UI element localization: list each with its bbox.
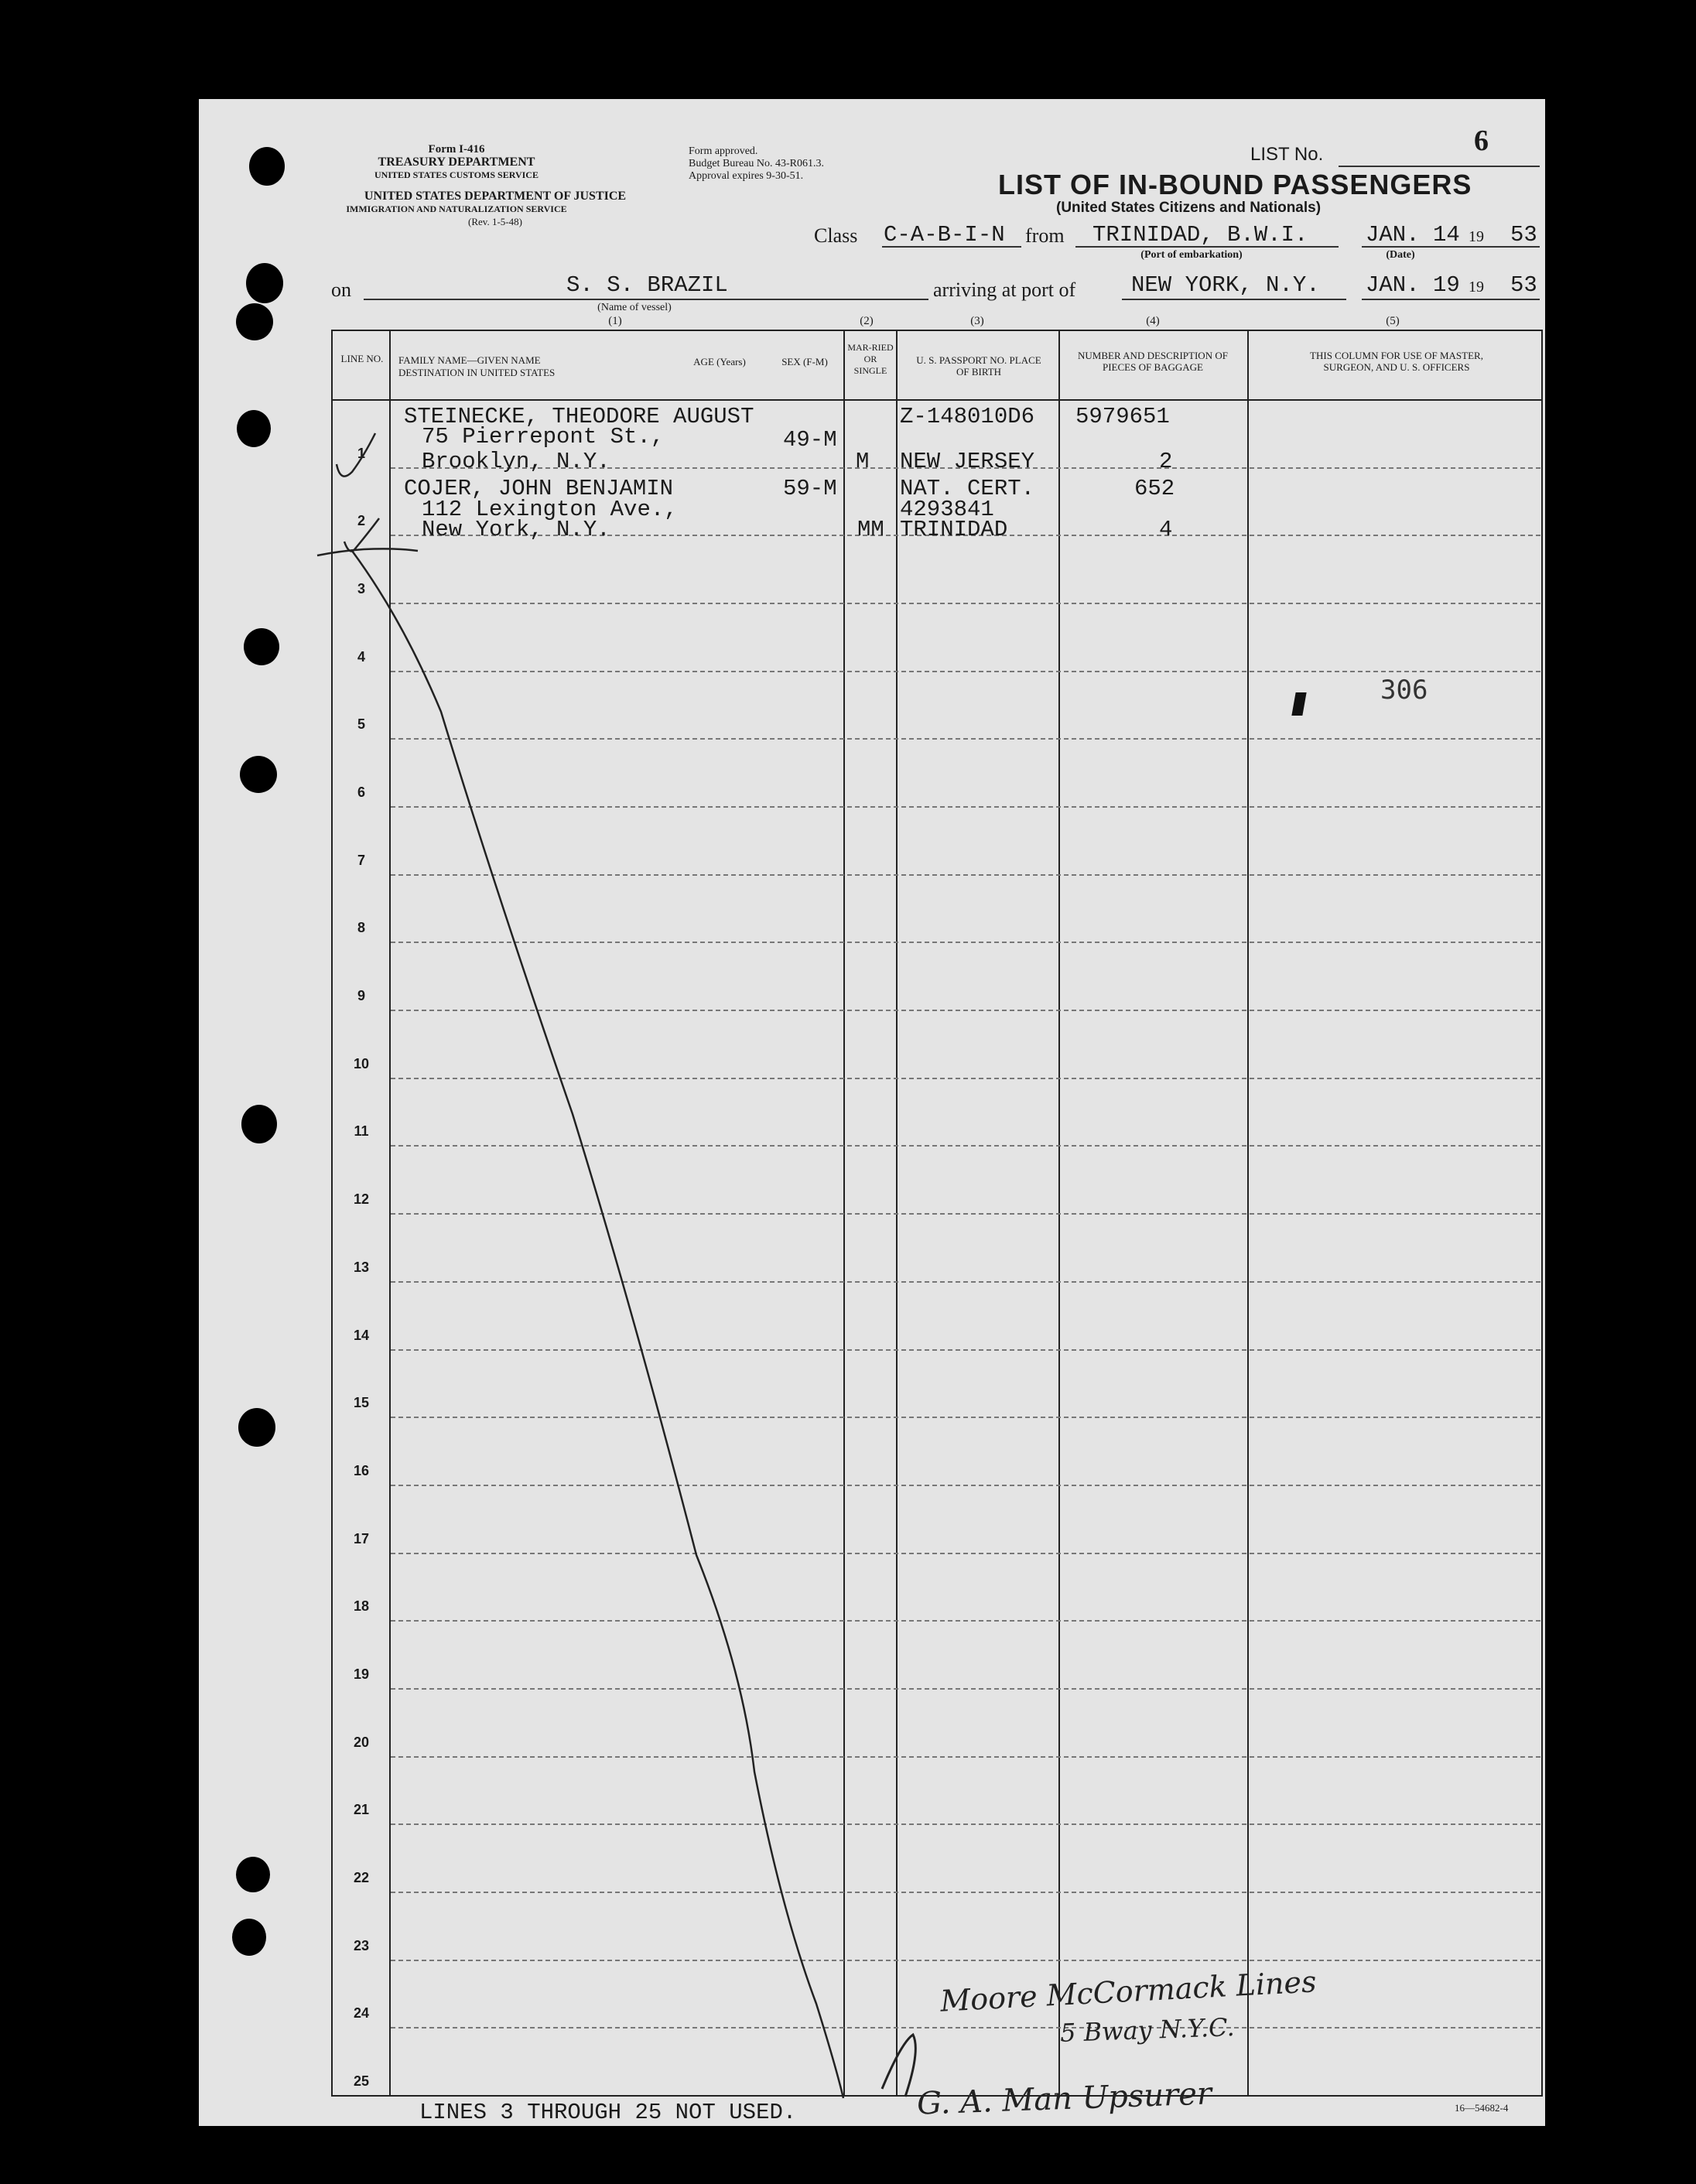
row-divider [391,603,1540,604]
line-number: 1 [357,445,365,461]
passenger-2-passport: NAT. CERT. [900,476,1035,501]
line-number: 7 [357,852,365,868]
line-number: 22 [353,1869,370,1885]
class-label: Class [814,224,858,247]
handwritten-signature: G. A. Man Upsurer [916,2076,1212,2122]
revision-date: (Rev. 1-5-48) [468,216,522,227]
col-num-3: (3) [970,315,984,327]
budget-bureau: Budget Bureau No. 43-R061.3. [689,158,824,169]
col-header-line-no: LINE NO. [340,353,384,364]
col-num-4: (4) [1146,315,1160,327]
line-number: 16 [353,1462,370,1478]
arrival-date-underline [1362,299,1540,300]
row-divider [391,1417,1540,1418]
passenger-1-pieces: 2 [1159,449,1173,474]
arrival-year-prefix: 19 [1469,279,1484,296]
row-divider [391,1078,1540,1079]
passenger-2-age-sex: 59-M [783,476,837,501]
passenger-1-name: STEINECKE, THEODORE AUGUST [404,404,754,429]
arrival-port: NEW YORK, N.Y. [1131,272,1320,298]
customs-service: UNITED STATES CUSTOMS SERVICE [374,169,539,180]
line-number: 14 [353,1327,370,1343]
on-label: on [331,279,351,301]
class-value: C-A-B-I-N [884,222,1005,248]
approval-expires: Approval expires 9-30-51. [689,170,804,182]
punch-hole [238,1408,275,1447]
justice-dept: UNITED STATES DEPARTMENT OF JUSTICE [364,190,627,203]
line-number: 13 [353,1259,370,1275]
embarkation-date: JAN. 14 [1366,222,1460,248]
passenger-2-address2: New York, N.Y. [422,517,610,542]
line-number: 21 [353,1802,370,1818]
date-caption: (Date) [1386,249,1415,261]
row-divider [391,1960,1540,1961]
row-divider [391,1281,1540,1283]
line-number: 23 [353,1937,370,1953]
footer-code: 16—54682-4 [1455,2102,1509,2114]
table-right-border [1541,330,1543,2097]
date-year-prefix: 19 [1469,228,1484,245]
passenger-1-age-sex: 49-M [783,427,837,453]
line-number: 20 [353,1734,370,1750]
class-underline [882,246,1021,248]
line-number: 4 [357,648,365,665]
passenger-1-baggage-no: 5979651 [1075,404,1170,429]
passenger-2-name: COJER, JOHN BENJAMIN [404,476,674,501]
row-divider [391,874,1540,876]
punch-hole [244,628,279,665]
form-number: Form I-416 [428,143,485,156]
col-header-sex: SEX (F-M) [781,356,828,367]
row-divider [391,1213,1540,1215]
row-divider [391,1823,1540,1825]
row-divider [391,738,1540,740]
line-number: 10 [353,1055,370,1071]
col-num-1: (1) [608,315,622,327]
passenger-1-address1: 75 Pierrepont St., [422,424,665,449]
embarkation-year: 53 [1510,222,1537,248]
line-number: 17 [353,1530,370,1547]
form-page [199,99,1545,2126]
arrival-date: JAN. 19 [1366,272,1460,298]
line-number: 11 [354,1123,369,1140]
line-number: 8 [357,920,365,936]
col-header-officers: THIS COLUMN FOR USE OF MASTER, SURGEON, AND U. S. OFFICERS [1310,350,1483,373]
passenger-2-passport-number: 4293841 [900,497,994,522]
row-divider [391,942,1540,943]
table-header-border [331,399,1542,401]
passenger-2-pieces: 4 [1159,517,1173,542]
line-number: 18 [353,1598,370,1615]
list-no-value: 6 [1474,125,1489,157]
passenger-1-birthplace: NEW JERSEY [900,449,1035,474]
line-number: 25 [353,2073,370,2089]
col-num-5: (5) [1386,315,1400,327]
form-subtitle: (United States Citizens and Nationals) [1056,200,1322,216]
passenger-2-married: MM [857,517,884,542]
punch-hole [240,756,277,793]
col-header-age: AGE (Years) [693,356,746,367]
punch-hole [241,1105,277,1143]
row-divider [391,1485,1540,1486]
line-number: 5 [357,716,365,733]
line-number: 2 [357,513,365,529]
row-divider [391,1553,1540,1554]
vessel-caption: (Name of vessel) [597,302,672,313]
col-header-passport: U. S. PASSPORT NO. PLACE OF BIRTH [916,354,1041,378]
row-divider [391,671,1540,672]
punch-hole [237,410,271,447]
punch-hole [236,1857,270,1892]
embarkation-caption: (Port of embarkation) [1140,249,1243,261]
row-divider [391,1892,1540,1893]
date-underline [1362,246,1540,248]
punch-hole [246,263,283,303]
ins-service: IMMIGRATION AND NATURALIZATION SERVICE [346,203,567,214]
col-header-married: MAR-RIED OR SINGLE [847,342,894,376]
row-divider [391,1756,1540,1758]
line-number: 15 [353,1395,370,1411]
handwritten-company: Moore McCormack Lines [939,1964,1318,2018]
passenger-1-passport: Z-148010D6 [900,404,1035,429]
row-divider [391,2027,1540,2028]
handwritten-address: 5 Bway N.Y.C. [1059,2012,1236,2048]
line-number: 24 [353,2005,370,2022]
arrival-year: 53 [1510,272,1537,298]
row-divider [391,1010,1540,1011]
row-divider [391,1688,1540,1690]
table-top-border [331,330,1542,331]
line-number: 6 [357,784,365,801]
list-no-underline [1339,166,1540,167]
punch-hole [232,1919,266,1956]
vessel-name: S. S. BRAZIL [566,272,728,298]
stamp-number: 306 [1380,675,1428,706]
line-number: 12 [353,1191,370,1208]
row-divider [391,1349,1540,1351]
from-underline [1075,246,1339,248]
passenger-1-married: M [856,449,870,474]
form-approved: Form approved. [689,145,758,157]
passenger-1-address2: Brooklyn, N.Y. [422,449,610,474]
line-number: 9 [357,988,365,1004]
arriving-label: arriving at port of [933,279,1076,301]
embarkation-port: TRINIDAD, B.W.I. [1092,222,1308,248]
passenger-2-address1: 112 Lexington Ave., [422,497,678,522]
list-no-label: LIST No. [1250,144,1324,165]
row-divider [391,806,1540,808]
passenger-2-birthplace: TRINIDAD [900,517,1008,542]
line-number: 19 [353,1666,370,1682]
col-header-destination: DESTINATION IN UNITED STATES [398,367,556,378]
punch-hole [249,147,285,186]
form-title: LIST OF IN-BOUND PASSENGERS [998,169,1472,200]
col-header-baggage: NUMBER AND DESCRIPTION OF PIECES OF BAGGAGE [1078,350,1228,373]
vessel-underline [364,299,928,300]
line-number: 3 [357,581,365,597]
row-divider [391,1620,1540,1622]
treasury-dept: TREASURY DEPARTMENT [378,156,535,169]
col-num-2: (2) [860,315,874,327]
footer-note: LINES 3 THROUGH 25 NOT USED. [419,2100,797,2125]
row-divider [391,1145,1540,1147]
table-left-border [331,330,333,2097]
col-header-name: FAMILY NAME—GIVEN NAME [398,354,541,366]
punch-hole [236,303,273,340]
passenger-2-baggage-no: 652 [1134,476,1175,501]
port-underline [1122,299,1346,300]
from-label: from [1025,224,1065,247]
